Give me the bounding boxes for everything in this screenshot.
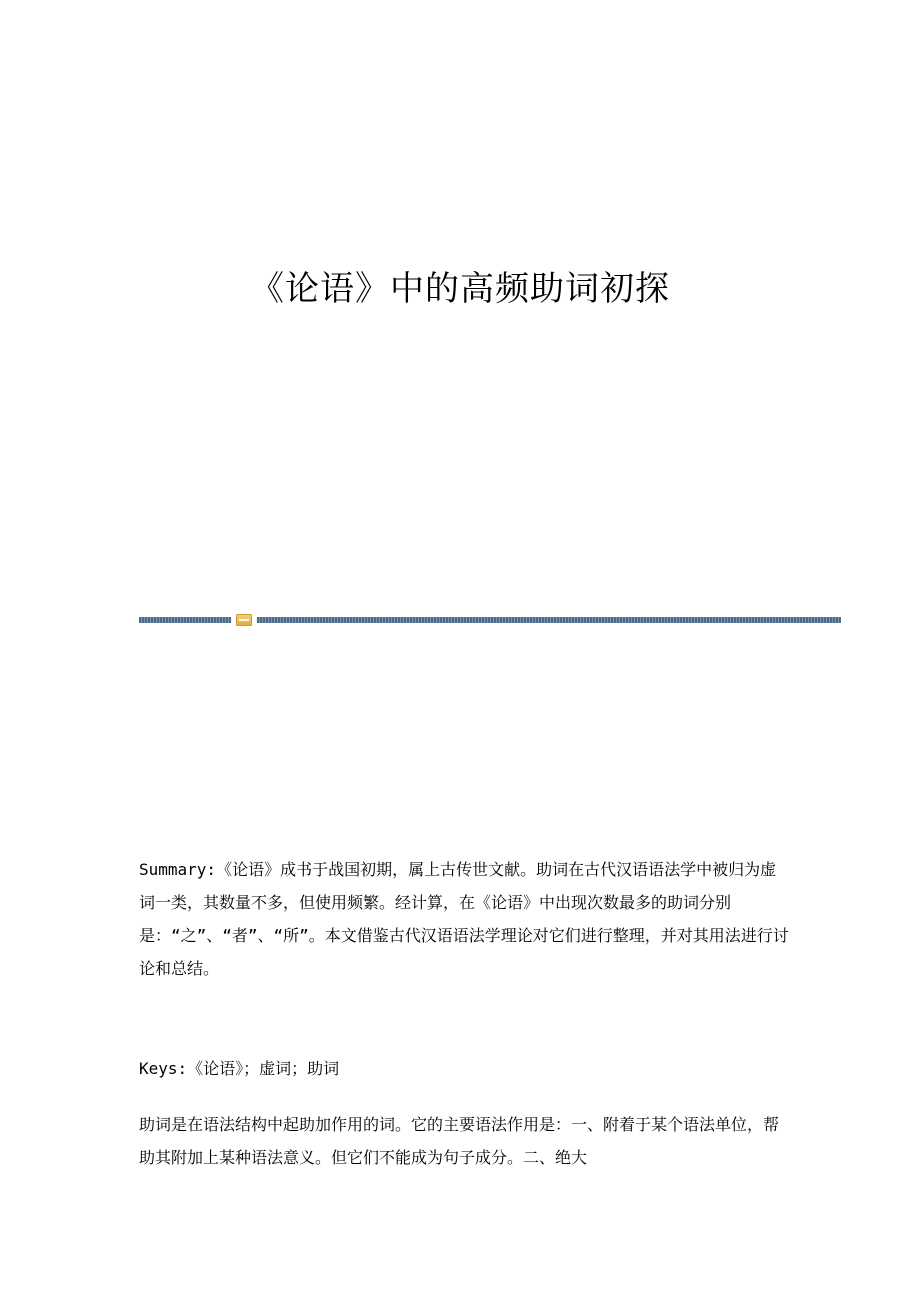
keys-text: 《论语》；虚词；助词 <box>187 1059 340 1078</box>
body-paragraph: 助词是在语法结构中起助加作用的词。它的主要语法作用是：一、附着于某个语法单位，帮助其附加上某种语法意义。但它们不能成为句子成分。二、绝大 <box>139 1115 780 1167</box>
summary-paragraph <box>139 853 789 985</box>
keywords-line <box>139 1052 789 1085</box>
summary-text: 《论语》成书于战国初期，属上古传世文献。助词在古代汉语语法学中被归为虚词一类，其数量不多，但使用频繁。经计算，在《论语》中出现次数最多的助词分别是：“之”、“者”、“所”。本文借鉴古代汉语语法学理论对它们进行整理，并对其用法进行讨论和总结。 <box>139 860 789 978</box>
document-title: 《论语》中的高频助词初探 <box>250 269 670 309</box>
ornament-icon <box>236 614 252 626</box>
divider-bar-right <box>257 617 841 623</box>
summary-label: Summary: <box>139 860 217 879</box>
section-divider <box>139 614 841 626</box>
keys-label: Keys: <box>139 1059 188 1078</box>
divider-bar-left <box>139 617 231 623</box>
